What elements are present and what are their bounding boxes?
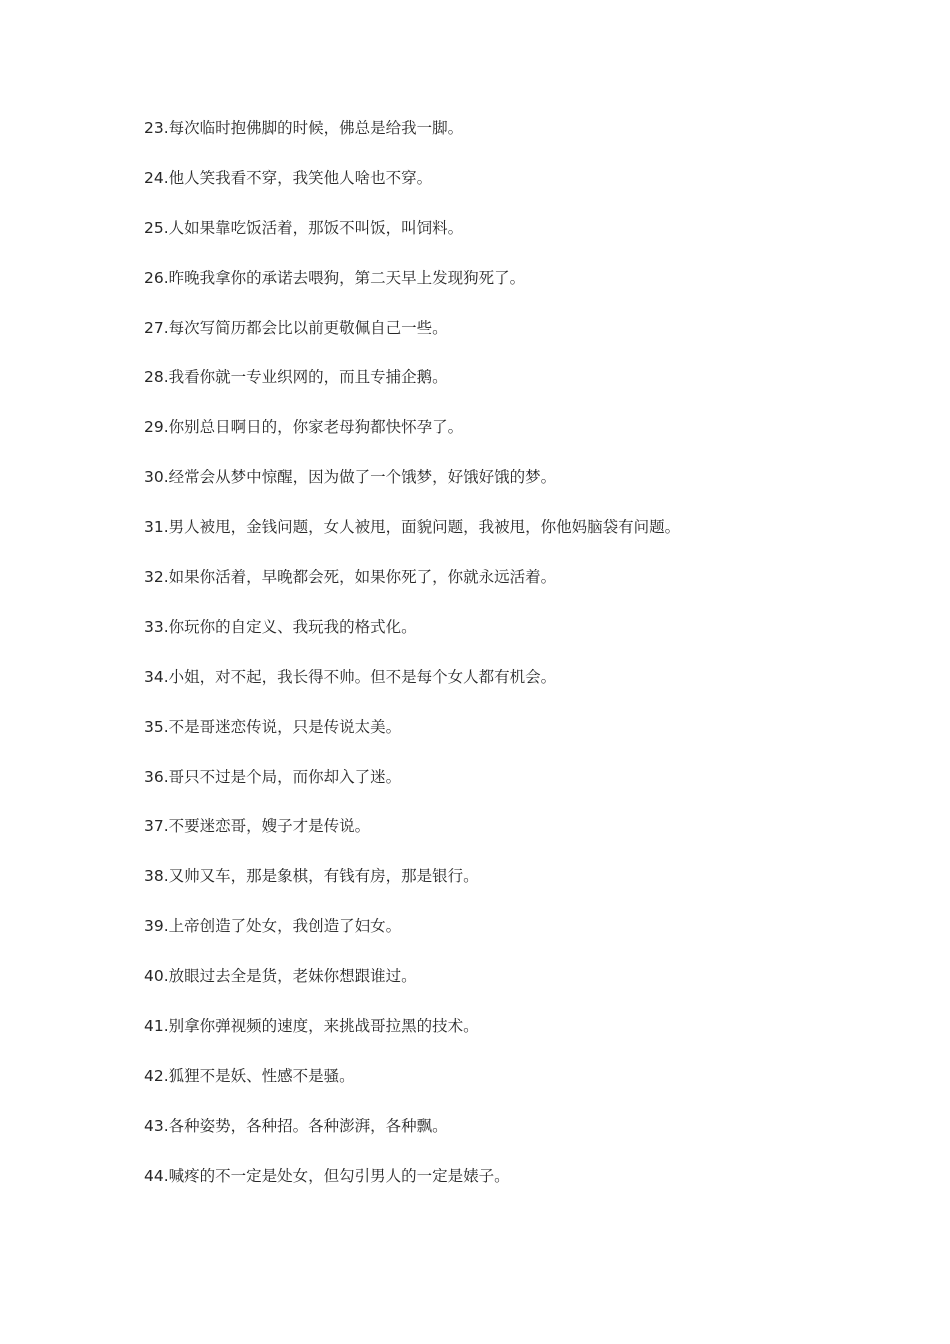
- list-item: 24.他人笑我看不穿，我笑他人啥也不穿。: [144, 168, 433, 187]
- list-item: 31.男人被甩，金钱问题，女人被甩，面貌问题，我被甩，你他妈脑袋有问题。: [144, 518, 681, 537]
- list-item: 25.人如果靠吃饭活着，那饭不叫饭，叫饲料。: [144, 218, 464, 237]
- list-item: 29.你别总日啊日的，你家老母狗都快怀孕了。: [144, 418, 464, 437]
- list-item: 39.上帝创造了处女，我创造了妇女。: [144, 917, 402, 936]
- list-item: 33.你玩你的自定义、我玩我的格式化。: [144, 617, 417, 636]
- list-item: 23.每次临时抱佛脚的时候，佛总是给我一脚。: [144, 119, 464, 137]
- list-item: 42.狐狸不是妖、性感不是骚。: [144, 1066, 355, 1085]
- quote-list: [144, 116, 864, 1214]
- list-item: 38.又帅又车，那是象棋，有钱有房，那是银行。: [144, 867, 479, 886]
- list-item: 27.每次写简历都会比以前更敬佩自己一些。: [144, 318, 448, 337]
- list-item: 41.别拿你弹视频的速度，来挑战哥拉黑的技术。: [144, 1017, 479, 1036]
- list-item: 36.哥只不过是个局，而你却入了迷。: [144, 767, 402, 786]
- list-item: 44.喊疼的不一定是处女，但勾引男人的一定是婊子。: [144, 1166, 510, 1185]
- list-item: 43.各种姿势，各种招。各种澎湃，各种飘。: [144, 1116, 448, 1135]
- list-item: 40.放眼过去全是货，老妹你想跟谁过。: [144, 967, 417, 986]
- list-item: 26.昨晚我拿你的承诺去喂狗，第二天早上发现狗死了。: [144, 268, 526, 287]
- list-item: 34.小姐，对不起，我长得不帅。但不是每个女人都有机会。: [144, 667, 557, 686]
- list-item: 30.经常会从梦中惊醒，因为做了一个饿梦，好饿好饿的梦。: [144, 468, 557, 487]
- list-item: 35.不是哥迷恋传说，只是传说太美。: [144, 717, 402, 736]
- list-item: 32.如果你活着，早晚都会死，如果你死了，你就永远活着。: [144, 568, 557, 587]
- list-item: 28.我看你就一专业织网的，而且专捕企鹅。: [144, 368, 448, 387]
- list-item: 37.不要迷恋哥，嫂子才是传说。: [144, 817, 371, 836]
